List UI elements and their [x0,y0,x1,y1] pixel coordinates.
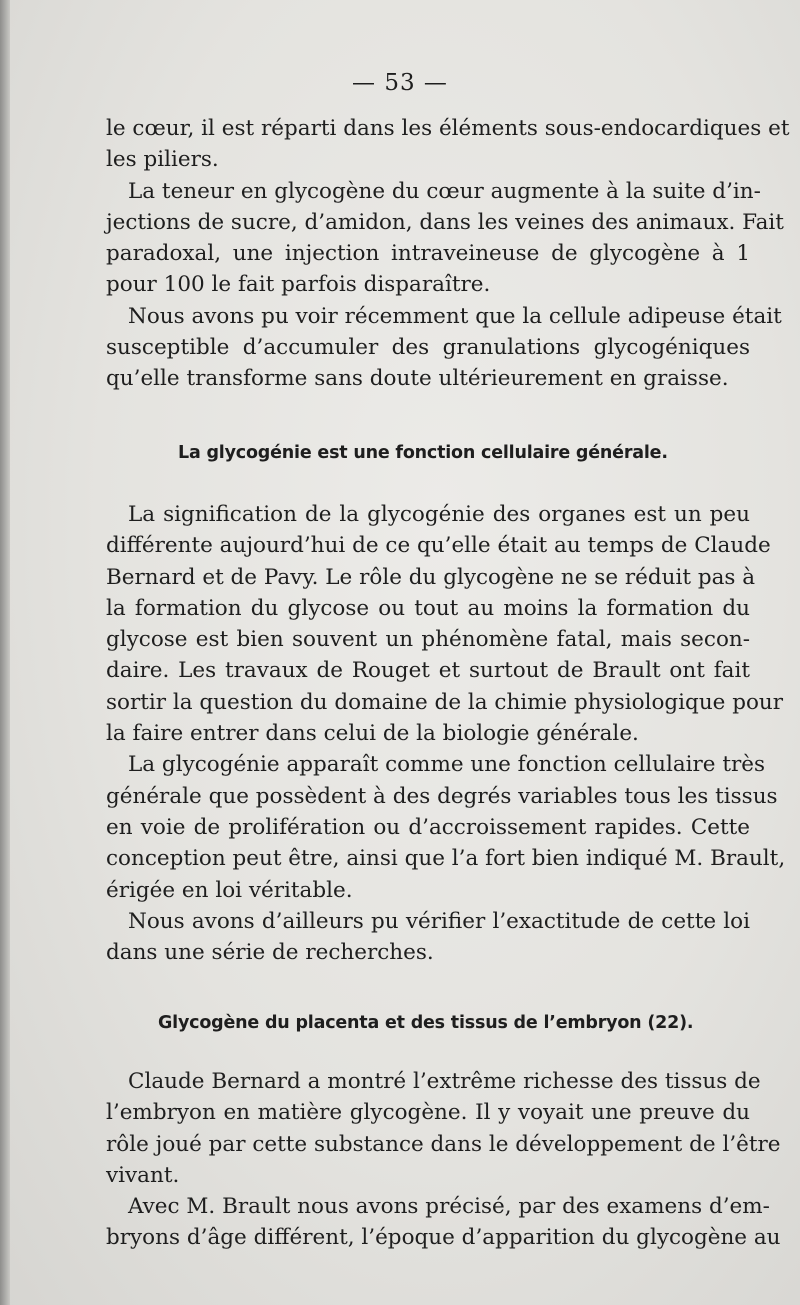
text-line: le cœur, il est réparti dans les éléments sous-endocardiques et [106,116,790,141]
text-block-1 [106,113,790,395]
text-line: sortir la question du domaine de la chimie physiologique pour [106,689,784,715]
text-line: Claude Bernard a montré l’extrême richesse des tissus de [128,1069,761,1094]
text-line: pour 100 le fait parfois disparaître. [106,272,491,298]
text-line: La signification de la glycogénie des organes est un peu [128,502,750,527]
text-line: paradoxal, une injection intraveineuse de glycogène à 1 [106,241,750,267]
text-line: la formation du glycose ou tout au moins la formation du [106,595,750,621]
text-line: vivant. [106,1162,180,1188]
text-line: Bernard et de Pavy. Le rôle du glycogène ne se réduit pas à [106,564,756,590]
text-line: conception peut être, ainsi que l’a fort bien indiqué M. Brault, [106,846,786,872]
text-line: dans une série de recherches. [106,940,434,966]
text-line: Avec M. Brault nous avons précisé, par des examens d’em- [128,1194,770,1220]
text-line: générale que possèdent à des degrés variables tous les tissus [106,783,778,809]
text-line: l’embryon en matière glycogène. Il y voyait une preuve du [106,1100,750,1126]
text-line: rôle joué par cette substance dans le développement de l’être [106,1131,781,1157]
text-line: Nous avons d’ailleurs pu vérifier l’exactitude de cette loi [128,908,750,934]
text-line: La glycogénie apparaît comme une fonction cellulaire très [128,752,766,778]
text-line: daire. Les travaux de Rouget et surtout de Brault ont fait [106,658,750,684]
text-line: glycose est bien souvent un phénomène fatal, mais secon- [106,627,750,653]
text-block-2 [106,499,786,968]
text-line: Nous avons pu voir récemment que la cellule adipeuse était [128,303,782,329]
text-line: en voie de prolifération ou d’accroissement rapides. Cette [106,814,750,840]
text-block-3 [106,1066,781,1254]
section-heading-1: La glycogénie est une fonction cellulaire générale. [178,443,668,463]
text-line: La teneur en glycogène du cœur augmente à la suite d’in- [128,178,761,204]
text-line: susceptible d’accumuler des granulations glycogéniques [106,335,750,361]
text-line: différente aujourd’hui de ce qu’elle était au temps de Claude [106,533,771,559]
text-line: érigée en loi véritable. [106,877,353,903]
text-line: jections de sucre, d’amidon, dans les veines des animaux. Fait [106,209,784,235]
text-line: la faire entrer dans celui de la biologie générale. [106,721,639,747]
section-heading-2: Glycogène du placenta et des tissus de l’embryon (22). [158,1013,694,1033]
page-edge-shadow [0,0,10,1305]
text-line: bryons d’âge différent, l’époque d’apparition du glycogène au [106,1225,781,1251]
text-line: qu’elle transforme sans doute ultérieurement en graisse. [106,366,729,392]
page-number: — 53 — [352,70,448,96]
text-line: les piliers. [106,147,219,173]
